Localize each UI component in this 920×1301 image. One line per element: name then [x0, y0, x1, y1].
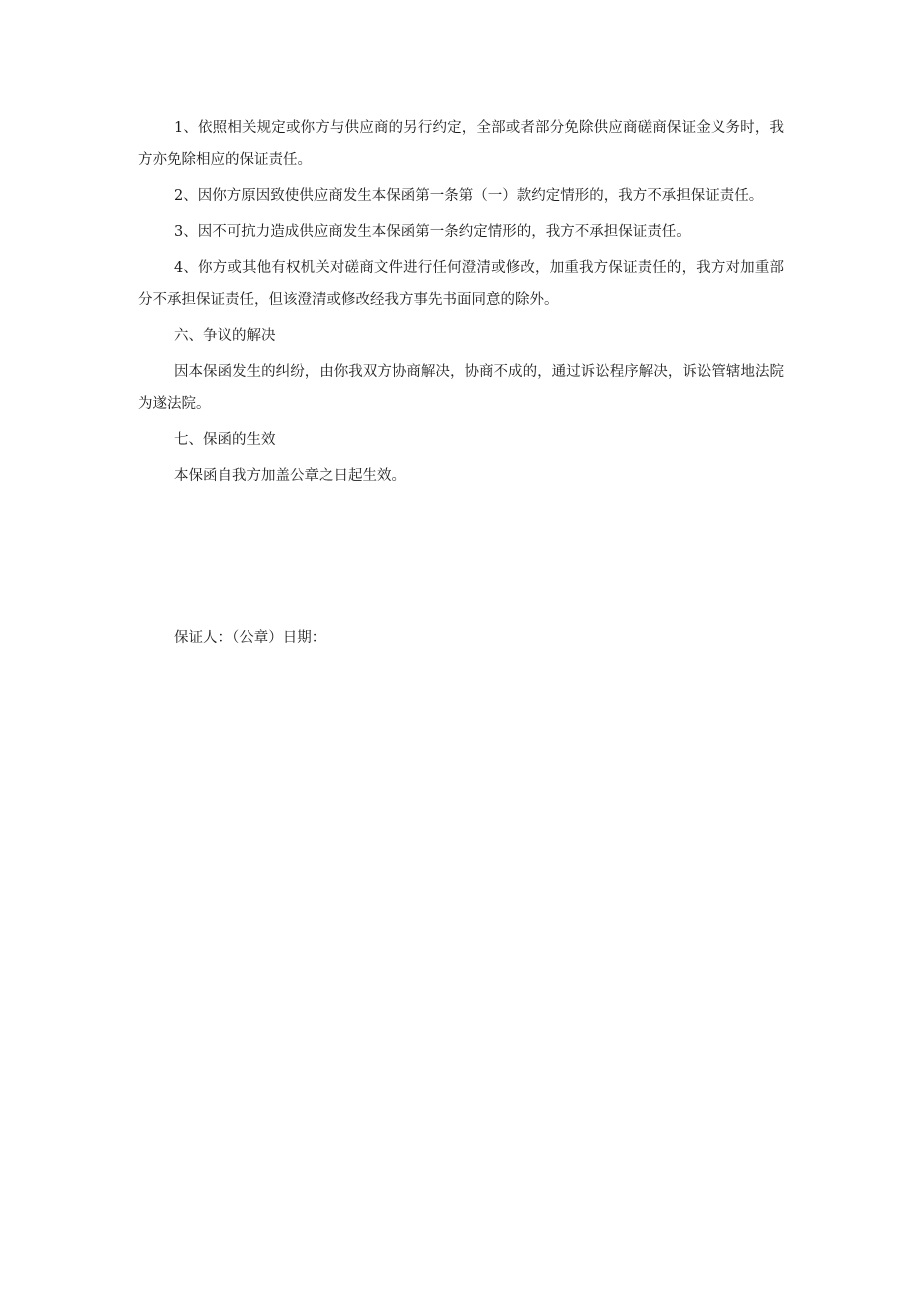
clause-3: 3、因不可抗力造成供应商发生本保函第一条约定情形的，我方不承担保证责任。 [174, 224, 691, 240]
clause-1: 1、依照相关规定或你方与供应商的另行约定，全部或者部分免除供应商磋商保证金义务时，我方亦免除相应的保证责任。 [138, 120, 784, 168]
signature-line: 保证人：（公章）日期： [174, 630, 327, 646]
section-6-body: 因本保函发生的纠纷，由你我双方协商解决，协商不成的，通过诉讼程序解决，诉讼管辖地法院为遂法院。 [138, 364, 784, 412]
clause-2: 2、因你方原因致使供应商发生本保函第一条第（一）款约定情形的，我方不承担保证责任。 [174, 188, 764, 204]
document-body [138, 112, 784, 496]
clause-4: 4、你方或其他有权机关对磋商文件进行任何澄清或修改，加重我方保证责任的，我方对加重部分不承担保证责任，但该澄清或修改经我方事先书面同意的除外。 [138, 260, 784, 308]
section-7-heading: 七、保函的生效 [174, 432, 276, 448]
section-6-heading: 六、争议的解决 [174, 328, 276, 344]
section-7-body: 本保函自我方加盖公章之日起生效。 [174, 468, 406, 484]
